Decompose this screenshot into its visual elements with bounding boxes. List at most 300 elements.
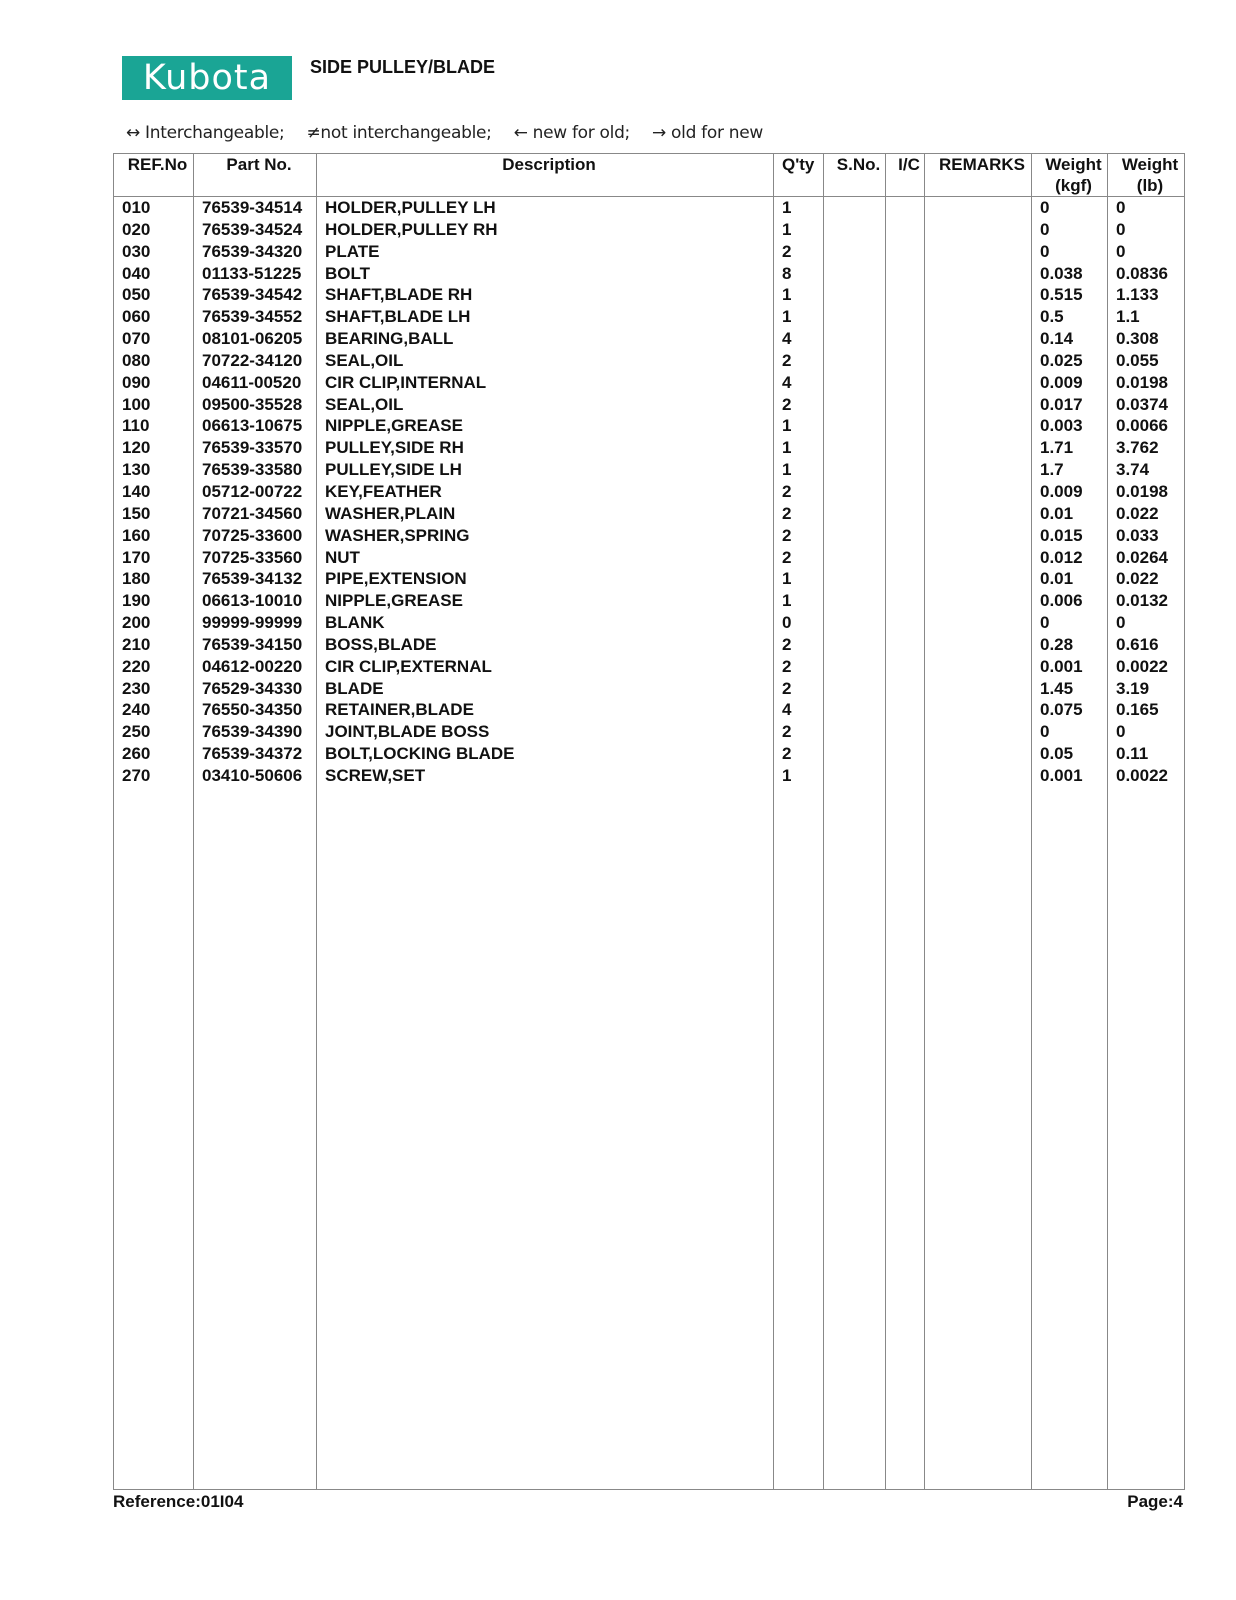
cell-qty: 2 <box>774 394 824 416</box>
col-serial-no: S.No. <box>824 154 886 197</box>
cell-serial-no <box>824 437 886 459</box>
cell-part-no: 76539-34552 <box>194 306 317 328</box>
cell-serial-no <box>824 394 886 416</box>
page-title: SIDE PULLEY/BLADE <box>310 57 496 77</box>
cell-weight-lb: 0.0836 <box>1108 263 1185 285</box>
table-row <box>114 765 1185 787</box>
cell-qty: 1 <box>774 437 824 459</box>
cell-weight-lb: 0 <box>1108 241 1185 263</box>
cell-ic <box>886 699 925 721</box>
cell-part-no: 99999-99999 <box>194 612 317 634</box>
table-row <box>114 394 1185 416</box>
cell-ref-no: 220 <box>114 656 194 678</box>
cell-ref-no: 050 <box>114 284 194 306</box>
cell-ic <box>886 503 925 525</box>
cell-ic <box>886 437 925 459</box>
legend-interchangeable: ↔ Interchangeable; <box>126 123 285 143</box>
cell-ref-no: 180 <box>114 568 194 590</box>
table-row <box>114 197 1185 219</box>
cell-part-no: 76539-33580 <box>194 459 317 481</box>
cell-description: BOLT,LOCKING BLADE <box>317 743 774 765</box>
table-row <box>114 415 1185 437</box>
cell-serial-no <box>824 263 886 285</box>
cell-remarks <box>925 372 1032 394</box>
cell-weight-kgf: 0.515 <box>1032 284 1108 306</box>
cell-description: BOSS,BLADE <box>317 634 774 656</box>
cell-remarks <box>925 328 1032 350</box>
cell-serial-no <box>824 481 886 503</box>
cell-qty: 2 <box>774 721 824 743</box>
cell-serial-no <box>824 656 886 678</box>
cell-ic <box>886 415 925 437</box>
cell-serial-no <box>824 743 886 765</box>
cell-weight-kgf: 0.01 <box>1032 503 1108 525</box>
cell-description: SHAFT,BLADE RH <box>317 284 774 306</box>
cell-part-no: 08101-06205 <box>194 328 317 350</box>
cell-weight-kgf: 0 <box>1032 219 1108 241</box>
cell-qty: 1 <box>774 765 824 787</box>
cell-serial-no <box>824 612 886 634</box>
cell-qty: 4 <box>774 699 824 721</box>
cell-weight-kgf: 0.012 <box>1032 547 1108 569</box>
cell-part-no: 05712-00722 <box>194 481 317 503</box>
cell-ic <box>886 678 925 700</box>
cell-qty: 8 <box>774 263 824 285</box>
cell-ic <box>886 612 925 634</box>
cell-weight-lb: 3.762 <box>1108 437 1185 459</box>
cell-qty: 2 <box>774 241 824 263</box>
cell-qty: 2 <box>774 503 824 525</box>
filler-cell <box>114 787 194 1490</box>
cell-qty: 0 <box>774 612 824 634</box>
cell-weight-lb: 0.0374 <box>1108 394 1185 416</box>
cell-weight-kgf: 0.05 <box>1032 743 1108 765</box>
cell-ic <box>886 459 925 481</box>
table-row <box>114 284 1185 306</box>
table-row <box>114 481 1185 503</box>
cell-ic <box>886 306 925 328</box>
cell-description: PLATE <box>317 241 774 263</box>
cell-weight-lb: 0.022 <box>1108 503 1185 525</box>
cell-serial-no <box>824 568 886 590</box>
cell-weight-lb: 1.133 <box>1108 284 1185 306</box>
cell-description: WASHER,SPRING <box>317 525 774 547</box>
cell-ref-no: 110 <box>114 415 194 437</box>
cell-weight-kgf: 0.001 <box>1032 765 1108 787</box>
table-row <box>114 525 1185 547</box>
cell-serial-no <box>824 765 886 787</box>
cell-serial-no <box>824 699 886 721</box>
cell-ic <box>886 350 925 372</box>
cell-serial-no <box>824 284 886 306</box>
cell-ref-no: 240 <box>114 699 194 721</box>
cell-qty: 1 <box>774 284 824 306</box>
table-row <box>114 241 1185 263</box>
cell-ic <box>886 568 925 590</box>
cell-weight-lb: 0.0132 <box>1108 590 1185 612</box>
cell-ic <box>886 241 925 263</box>
table-row <box>114 547 1185 569</box>
cell-remarks <box>925 263 1032 285</box>
cell-remarks <box>925 590 1032 612</box>
table-row <box>114 263 1185 285</box>
cell-ic <box>886 590 925 612</box>
cell-weight-kgf: 0.003 <box>1032 415 1108 437</box>
cell-part-no: 09500-35528 <box>194 394 317 416</box>
table-header-row <box>114 154 1185 197</box>
cell-weight-lb: 0 <box>1108 612 1185 634</box>
cell-qty: 2 <box>774 525 824 547</box>
cell-ref-no: 040 <box>114 263 194 285</box>
cell-ref-no: 060 <box>114 306 194 328</box>
legend-old-for-new: → old for new <box>652 123 763 143</box>
cell-weight-lb: 0 <box>1108 197 1185 219</box>
cell-weight-kgf: 0 <box>1032 241 1108 263</box>
table-row <box>114 306 1185 328</box>
cell-remarks <box>925 765 1032 787</box>
cell-serial-no <box>824 415 886 437</box>
table-filler-row <box>114 787 1185 1490</box>
cell-qty: 4 <box>774 328 824 350</box>
cell-ref-no: 160 <box>114 525 194 547</box>
cell-serial-no <box>824 547 886 569</box>
cell-serial-no <box>824 721 886 743</box>
cell-part-no: 76539-34320 <box>194 241 317 263</box>
legend-not-interchangeable: ≠not interchangeable; <box>306 123 492 143</box>
cell-part-no: 76550-34350 <box>194 699 317 721</box>
cell-ref-no: 080 <box>114 350 194 372</box>
cell-weight-kgf: 0.075 <box>1032 699 1108 721</box>
cell-remarks <box>925 503 1032 525</box>
legend-new-for-old: ← new for old; <box>513 123 630 143</box>
cell-weight-lb: 0.055 <box>1108 350 1185 372</box>
cell-weight-lb: 0.0198 <box>1108 481 1185 503</box>
cell-description: PIPE,EXTENSION <box>317 568 774 590</box>
cell-weight-lb: 0.022 <box>1108 568 1185 590</box>
cell-weight-kgf: 0.28 <box>1032 634 1108 656</box>
table-row <box>114 568 1185 590</box>
cell-ref-no: 020 <box>114 219 194 241</box>
cell-ref-no: 030 <box>114 241 194 263</box>
cell-part-no: 76539-34132 <box>194 568 317 590</box>
cell-serial-no <box>824 678 886 700</box>
cell-ref-no: 200 <box>114 612 194 634</box>
cell-serial-no <box>824 350 886 372</box>
cell-ref-no: 070 <box>114 328 194 350</box>
kubota-logo <box>122 56 292 100</box>
cell-part-no: 70725-33560 <box>194 547 317 569</box>
cell-description: WASHER,PLAIN <box>317 503 774 525</box>
cell-serial-no <box>824 634 886 656</box>
cell-remarks <box>925 678 1032 700</box>
col-remarks: REMARKS <box>925 154 1032 197</box>
cell-ref-no: 170 <box>114 547 194 569</box>
cell-weight-kgf: 0.5 <box>1032 306 1108 328</box>
cell-weight-kgf: 1.71 <box>1032 437 1108 459</box>
cell-serial-no <box>824 197 886 219</box>
col-description: Description <box>317 154 774 197</box>
cell-weight-lb: 0.0198 <box>1108 372 1185 394</box>
col-ref-no: REF.No <box>114 154 194 197</box>
cell-part-no: 76529-34330 <box>194 678 317 700</box>
cell-part-no: 70722-34120 <box>194 350 317 372</box>
cell-serial-no <box>824 459 886 481</box>
cell-remarks <box>925 656 1032 678</box>
cell-weight-lb: 0.616 <box>1108 634 1185 656</box>
cell-remarks <box>925 394 1032 416</box>
table-row <box>114 656 1185 678</box>
cell-qty: 1 <box>774 568 824 590</box>
cell-part-no: 76539-33570 <box>194 437 317 459</box>
cell-serial-no <box>824 503 886 525</box>
logo-wordmark: Kubota <box>142 58 272 98</box>
cell-qty: 1 <box>774 459 824 481</box>
cell-ic <box>886 372 925 394</box>
cell-part-no: 03410-50606 <box>194 765 317 787</box>
cell-remarks <box>925 459 1032 481</box>
cell-description: NUT <box>317 547 774 569</box>
cell-weight-lb: 1.1 <box>1108 306 1185 328</box>
cell-description: SHAFT,BLADE LH <box>317 306 774 328</box>
table-row <box>114 350 1185 372</box>
table-row <box>114 219 1185 241</box>
cell-description: HOLDER,PULLEY LH <box>317 197 774 219</box>
cell-qty: 2 <box>774 547 824 569</box>
cell-part-no: 06613-10675 <box>194 415 317 437</box>
cell-qty: 4 <box>774 372 824 394</box>
cell-ic <box>886 765 925 787</box>
cell-description: PULLEY,SIDE LH <box>317 459 774 481</box>
cell-weight-lb: 3.74 <box>1108 459 1185 481</box>
filler-cell <box>886 787 925 1490</box>
cell-part-no: 76539-34542 <box>194 284 317 306</box>
cell-qty: 1 <box>774 219 824 241</box>
cell-weight-kgf: 0.017 <box>1032 394 1108 416</box>
cell-weight-kgf: 1.7 <box>1032 459 1108 481</box>
cell-weight-lb: 0.0022 <box>1108 765 1185 787</box>
col-part-no: Part No. <box>194 154 317 197</box>
filler-cell <box>1108 787 1185 1490</box>
cell-ref-no: 100 <box>114 394 194 416</box>
table-row <box>114 743 1185 765</box>
cell-remarks <box>925 525 1032 547</box>
cell-remarks <box>925 699 1032 721</box>
cell-description: NIPPLE,GREASE <box>317 590 774 612</box>
cell-description: SCREW,SET <box>317 765 774 787</box>
cell-qty: 1 <box>774 306 824 328</box>
cell-description: NIPPLE,GREASE <box>317 415 774 437</box>
cell-ic <box>886 219 925 241</box>
cell-weight-lb: 0.0022 <box>1108 656 1185 678</box>
cell-ic <box>886 328 925 350</box>
cell-description: PULLEY,SIDE RH <box>317 437 774 459</box>
cell-description: SEAL,OIL <box>317 350 774 372</box>
cell-part-no: 01133-51225 <box>194 263 317 285</box>
cell-remarks <box>925 241 1032 263</box>
cell-part-no: 70725-33600 <box>194 525 317 547</box>
cell-serial-no <box>824 219 886 241</box>
filler-cell <box>317 787 774 1490</box>
cell-ic <box>886 634 925 656</box>
cell-description: RETAINER,BLADE <box>317 699 774 721</box>
cell-remarks <box>925 721 1032 743</box>
table-row <box>114 503 1185 525</box>
cell-ic <box>886 721 925 743</box>
cell-description: KEY,FEATHER <box>317 481 774 503</box>
interchangeability-legend <box>126 123 763 143</box>
cell-remarks <box>925 481 1032 503</box>
table-row <box>114 699 1185 721</box>
filler-cell <box>194 787 317 1490</box>
cell-remarks <box>925 306 1032 328</box>
cell-qty: 2 <box>774 743 824 765</box>
cell-weight-kgf: 0.01 <box>1032 568 1108 590</box>
cell-remarks <box>925 743 1032 765</box>
table-row <box>114 328 1185 350</box>
cell-part-no: 04612-00220 <box>194 656 317 678</box>
cell-qty: 2 <box>774 481 824 503</box>
cell-qty: 2 <box>774 678 824 700</box>
cell-remarks <box>925 437 1032 459</box>
cell-ic <box>886 525 925 547</box>
cell-qty: 1 <box>774 415 824 437</box>
cell-weight-kgf: 0.14 <box>1032 328 1108 350</box>
cell-ref-no: 150 <box>114 503 194 525</box>
cell-serial-no <box>824 525 886 547</box>
reference-code: Reference:01I04 <box>113 1492 244 1511</box>
cell-weight-kgf: 0 <box>1032 197 1108 219</box>
cell-serial-no <box>824 590 886 612</box>
cell-description: BLANK <box>317 612 774 634</box>
cell-description: HOLDER,PULLEY RH <box>317 219 774 241</box>
cell-weight-kgf: 0.001 <box>1032 656 1108 678</box>
cell-weight-kgf: 0.006 <box>1032 590 1108 612</box>
cell-remarks <box>925 350 1032 372</box>
cell-ref-no: 190 <box>114 590 194 612</box>
cell-weight-kgf: 0.009 <box>1032 481 1108 503</box>
cell-ref-no: 120 <box>114 437 194 459</box>
cell-remarks <box>925 284 1032 306</box>
cell-weight-kgf: 0.025 <box>1032 350 1108 372</box>
cell-weight-lb: 0.165 <box>1108 699 1185 721</box>
cell-ref-no: 130 <box>114 459 194 481</box>
cell-part-no: 76539-34514 <box>194 197 317 219</box>
cell-description: JOINT,BLADE BOSS <box>317 721 774 743</box>
page-number: Page:4 <box>1127 1492 1183 1511</box>
cell-ref-no: 250 <box>114 721 194 743</box>
cell-description: SEAL,OIL <box>317 394 774 416</box>
cell-serial-no <box>824 328 886 350</box>
cell-remarks <box>925 547 1032 569</box>
cell-serial-no <box>824 241 886 263</box>
table-row <box>114 612 1185 634</box>
table-row <box>114 437 1185 459</box>
cell-ref-no: 090 <box>114 372 194 394</box>
cell-weight-kgf: 0 <box>1032 721 1108 743</box>
parts-table-body <box>114 197 1185 1490</box>
cell-weight-lb: 0 <box>1108 219 1185 241</box>
cell-weight-lb: 0.0066 <box>1108 415 1185 437</box>
filler-cell <box>774 787 824 1490</box>
filler-cell <box>824 787 886 1490</box>
cell-weight-lb: 3.19 <box>1108 678 1185 700</box>
cell-ref-no: 140 <box>114 481 194 503</box>
table-row <box>114 634 1185 656</box>
cell-serial-no <box>824 306 886 328</box>
cell-weight-lb: 0.308 <box>1108 328 1185 350</box>
cell-weight-lb: 0 <box>1108 721 1185 743</box>
cell-remarks <box>925 197 1032 219</box>
cell-ref-no: 010 <box>114 197 194 219</box>
filler-cell <box>925 787 1032 1490</box>
cell-weight-lb: 0.11 <box>1108 743 1185 765</box>
cell-part-no: 76539-34150 <box>194 634 317 656</box>
cell-part-no: 06613-10010 <box>194 590 317 612</box>
cell-ic <box>886 394 925 416</box>
cell-ic <box>886 656 925 678</box>
cell-qty: 2 <box>774 656 824 678</box>
cell-weight-lb: 0.0264 <box>1108 547 1185 569</box>
cell-ic <box>886 263 925 285</box>
cell-ref-no: 260 <box>114 743 194 765</box>
cell-weight-kgf: 0.009 <box>1032 372 1108 394</box>
cell-ic <box>886 743 925 765</box>
cell-ic <box>886 481 925 503</box>
cell-part-no: 76539-34524 <box>194 219 317 241</box>
table-row <box>114 459 1185 481</box>
col-ic: I/C <box>886 154 925 197</box>
cell-weight-kgf: 0 <box>1032 612 1108 634</box>
cell-qty: 2 <box>774 350 824 372</box>
cell-part-no: 76539-34390 <box>194 721 317 743</box>
table-row <box>114 721 1185 743</box>
cell-serial-no <box>824 372 886 394</box>
cell-weight-kgf: 0.015 <box>1032 525 1108 547</box>
cell-part-no: 04611-00520 <box>194 372 317 394</box>
table-row <box>114 678 1185 700</box>
cell-description: CIR CLIP,EXTERNAL <box>317 656 774 678</box>
col-weight-lb: Weight (lb) <box>1108 154 1185 197</box>
cell-ref-no: 230 <box>114 678 194 700</box>
cell-ic <box>886 284 925 306</box>
cell-remarks <box>925 568 1032 590</box>
cell-ic <box>886 547 925 569</box>
cell-remarks <box>925 219 1032 241</box>
cell-ref-no: 210 <box>114 634 194 656</box>
cell-remarks <box>925 612 1032 634</box>
cell-weight-lb: 0.033 <box>1108 525 1185 547</box>
cell-ic <box>886 197 925 219</box>
cell-remarks <box>925 634 1032 656</box>
parts-table <box>113 153 1185 1490</box>
table-row <box>114 590 1185 612</box>
cell-part-no: 76539-34372 <box>194 743 317 765</box>
cell-qty: 1 <box>774 590 824 612</box>
table-row <box>114 372 1185 394</box>
cell-description: BLADE <box>317 678 774 700</box>
cell-description: BEARING,BALL <box>317 328 774 350</box>
cell-description: CIR CLIP,INTERNAL <box>317 372 774 394</box>
cell-description: BOLT <box>317 263 774 285</box>
col-weight-kgf: Weight (kgf) <box>1032 154 1108 197</box>
filler-cell <box>1032 787 1108 1490</box>
cell-weight-kgf: 1.45 <box>1032 678 1108 700</box>
cell-part-no: 70721-34560 <box>194 503 317 525</box>
cell-weight-kgf: 0.038 <box>1032 263 1108 285</box>
col-qty: Q'ty <box>774 154 824 197</box>
cell-ref-no: 270 <box>114 765 194 787</box>
cell-remarks <box>925 415 1032 437</box>
